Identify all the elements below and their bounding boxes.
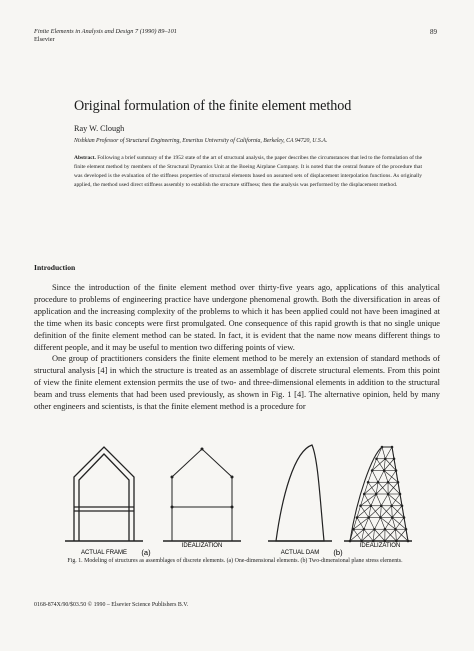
mesh-edge <box>384 459 394 471</box>
mesh-edge <box>385 447 392 459</box>
mesh-edge <box>378 471 384 483</box>
mesh-node <box>387 493 389 495</box>
mesh-edge <box>384 459 385 471</box>
mesh-edge <box>376 494 381 506</box>
mesh-node <box>391 517 393 519</box>
mesh-edge <box>380 506 381 518</box>
figure-1 <box>62 437 422 557</box>
mesh-edge <box>374 518 380 530</box>
label-part-b: (b) <box>333 548 343 557</box>
mesh-node <box>387 481 389 483</box>
mesh-node <box>393 458 395 460</box>
journal-citation: Finite Elements in Analysis and Design 7 (1990) 89–101 <box>34 28 177 35</box>
idealized-dam-mesh <box>349 446 409 542</box>
mesh-node <box>376 458 378 460</box>
author-affiliation: Nishkian Professor of Structural Engineering, Emeritus University of California, Berkeley, CA 94720, U.S.A. <box>74 138 328 144</box>
mesh-edge <box>381 494 388 506</box>
mesh-edge <box>364 494 371 506</box>
abstract-text: Following a brief summary of the 1952 state of the art of structural analysis, the paper describes the circumstances that led to the formulation of the finite element method by members of the Structural Dynamics Unit at the Boeing Airplane Company. It is noted that the central feature of the procedure that was developed is the evaluation of the stiffness properties of structural elements based on assumed sets of displacement interpolation functions. As originally applied, the method used direct stiffness assembly to establish the structure stiffness; then the analysis was performed by the displacement method. <box>74 155 423 189</box>
actual-frame-drawing <box>65 447 143 541</box>
mesh-node <box>377 481 379 483</box>
mesh-edge <box>373 529 374 541</box>
mesh-node <box>395 470 397 472</box>
abstract-label: Abstract. <box>74 155 96 161</box>
label-idealization-a: IDEALIZATION <box>181 543 223 549</box>
label-actual-dam: ACTUAL DAM <box>280 550 320 556</box>
mesh-edge <box>364 529 373 541</box>
mesh-node <box>356 517 358 519</box>
idealized-frame-drawing <box>163 449 241 541</box>
mesh-node <box>360 505 362 507</box>
mesh-node <box>363 528 365 530</box>
mesh-node <box>379 517 381 519</box>
mesh-node <box>397 481 399 483</box>
author-name: Ray W. Clough <box>74 124 125 133</box>
mesh-edge <box>381 506 392 518</box>
section-heading-introduction: Introduction <box>34 263 76 272</box>
introduction-body <box>34 282 440 413</box>
article-title: Original formulation of the finite element method <box>74 98 352 114</box>
mesh-node <box>384 458 386 460</box>
paragraph-1: Since the introduction of the finite element method over thirty-five years ago, applications of this analytical procedure to problems of engineering practice have undergone phenomenal growth. Both the diversification in areas of application and the increasing complexity of the problems to which it has been applied could not have been imagined at the time when its basic concepts were first promulgated. One consequence of this rapid growth is that no single unique definition of the finite element method can be stated. In fact, it is evident that the name now means different things to different people, and it may be useful to mention two differing points of view. <box>34 283 440 352</box>
mesh-node <box>368 517 370 519</box>
mesh-node <box>381 446 383 448</box>
mesh-node <box>403 517 405 519</box>
page-number: 89 <box>430 28 437 36</box>
mesh-edge <box>395 518 404 530</box>
mesh-node <box>363 493 365 495</box>
mesh-node <box>401 505 403 507</box>
mesh-edge <box>353 529 361 541</box>
mesh-node <box>371 470 373 472</box>
mesh-node <box>375 493 377 495</box>
mesh-node <box>380 505 382 507</box>
mesh-edge <box>395 529 396 541</box>
mesh-edge <box>369 518 375 530</box>
mesh-node <box>399 493 401 495</box>
mesh-node <box>367 481 369 483</box>
mesh-edge <box>368 471 372 483</box>
publisher-name: Elsevier <box>34 36 55 43</box>
abstract <box>74 154 422 190</box>
mesh-node <box>384 528 386 530</box>
mesh-edge <box>392 506 393 518</box>
mesh-node <box>373 528 375 530</box>
mesh-edge <box>361 506 369 518</box>
mesh-edge <box>396 529 406 541</box>
mesh-node <box>352 528 354 530</box>
mesh-edge <box>385 518 392 530</box>
label-part-a: (a) <box>141 548 151 557</box>
mesh-edge <box>372 471 378 483</box>
mesh-node <box>383 470 385 472</box>
mesh-edge <box>368 482 376 494</box>
mesh-edge <box>388 471 396 483</box>
mesh-edge <box>380 506 391 518</box>
label-actual-frame: ACTUAL FRAME <box>80 550 128 556</box>
label-idealization-b: IDEALIZATION <box>359 543 401 549</box>
mesh-node <box>405 528 407 530</box>
figure-caption: Fig. 1. Modeling of structures as assemblages of discrete elements. (a) One-dimensional elements. (b) Two-dimensional plane stress elements. <box>67 558 403 564</box>
mesh-node <box>391 505 393 507</box>
mesh-node <box>370 505 372 507</box>
copyright-line: 0168-874X/90/$03.50 © 1990 – Elsevier Science Publishers B.V. <box>34 602 189 608</box>
mesh-node <box>391 446 393 448</box>
mesh-node <box>394 528 396 530</box>
actual-dam-drawing <box>276 445 324 541</box>
mesh-edge <box>357 518 364 530</box>
mesh-edge <box>382 447 385 459</box>
paragraph-2: One group of practitioners considers the finite element method to be merely an extension of standard methods of structural analysis [4] in which the structure is treated as an assemblage of discrete structural elements. From this point of view the finite element extension permits the use of two- and three-dimensional elements in addition to the structural beam and truss elements that had been used previously, as shown in Fig. 1 [4]. The alternative opinion, held by many other engineers and scientists, is that the finite element method is a procedure for <box>34 354 440 412</box>
frame-joints <box>171 448 234 509</box>
mesh-edge <box>392 494 400 506</box>
